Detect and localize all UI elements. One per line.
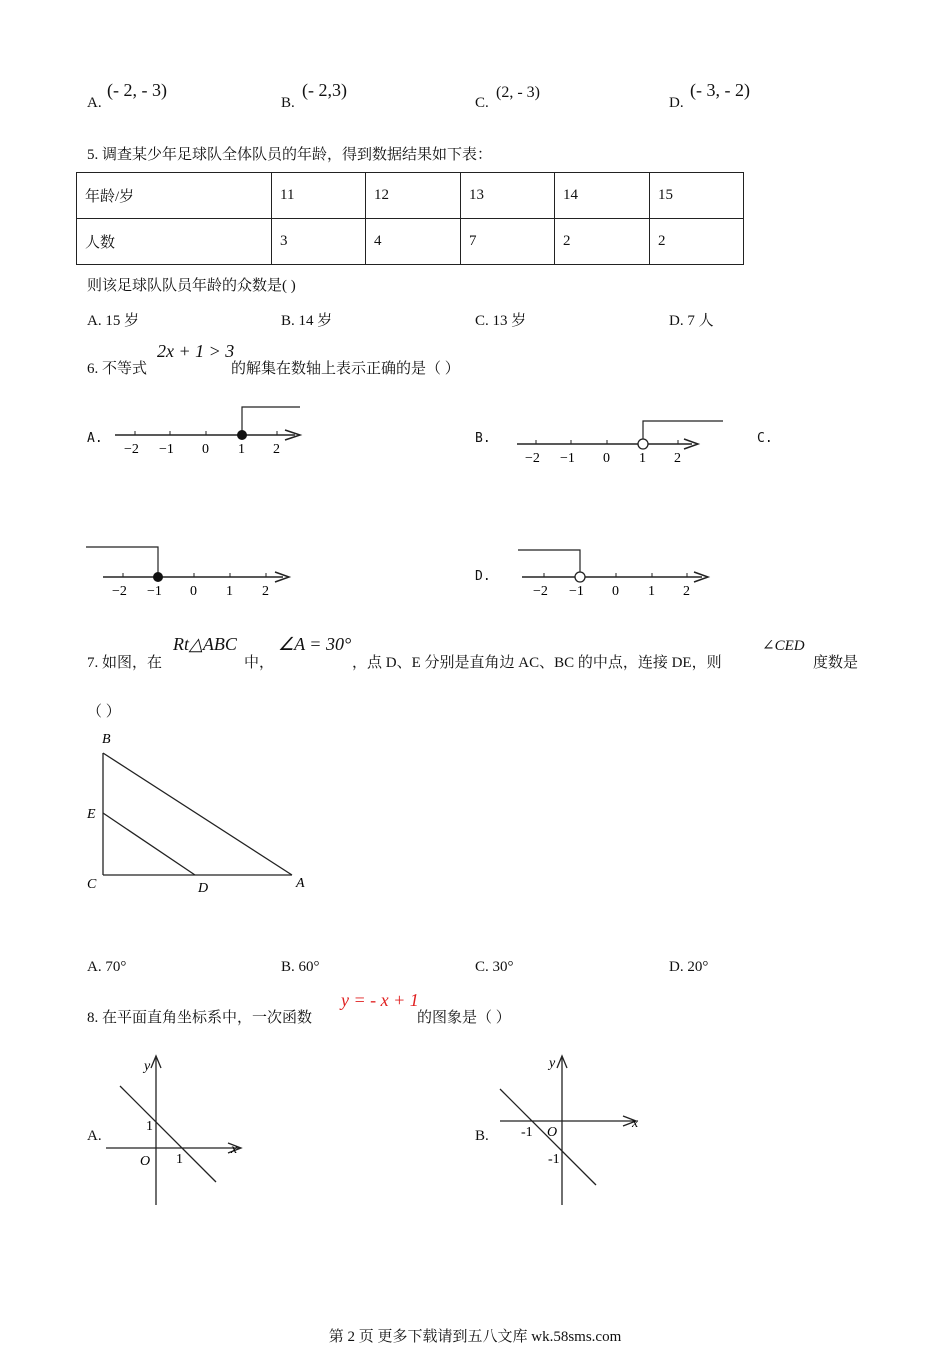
x-axis-label: x: [632, 1116, 639, 1131]
q7-option-b: B. 60°: [281, 959, 320, 975]
q5-option-c: C. 13 岁: [475, 313, 527, 329]
y-axis-label: y: [549, 1056, 556, 1071]
tick-label: 1: [648, 584, 655, 599]
triangle-figure: [82, 725, 312, 900]
q4-option-c-value: (2, - 3): [496, 84, 540, 101]
q7-end: 度数是: [813, 655, 859, 671]
tick-label: −2: [124, 442, 139, 457]
q8-stem-before: 8. 在平面直角坐标系中，一次函数: [87, 1010, 313, 1026]
y-intercept-label: 1: [146, 1119, 153, 1134]
tick-label: 0: [603, 451, 610, 466]
q5-option-d: D. 7 人: [669, 313, 714, 329]
table-cell: 人数: [77, 219, 272, 265]
q5-option-a: A. 15 岁: [87, 313, 140, 329]
table-cell: 13: [461, 173, 555, 219]
vertex-a-label: A: [296, 876, 305, 891]
table-row: [77, 219, 744, 265]
tick-label: −1: [560, 451, 575, 466]
origin-label: O: [140, 1154, 151, 1169]
age-table: [76, 172, 744, 265]
q6-label-d: D.: [475, 569, 491, 584]
q6-formula: 2x + 1 > 3: [157, 341, 235, 361]
vertex-b-label: B: [102, 732, 111, 747]
x-axis-label: x: [231, 1142, 238, 1157]
vertex-e-label: E: [87, 807, 96, 822]
q7-option-a: A. 70°: [87, 959, 127, 975]
x-intercept-label: 1: [176, 1152, 183, 1167]
table-cell: 2: [555, 219, 650, 265]
y-intercept-label: -1: [548, 1152, 560, 1167]
table-cell: 3: [272, 219, 366, 265]
number-line-b: [512, 412, 727, 472]
q8-label-b: B.: [475, 1128, 489, 1144]
q4-option-b-value: (- 2,3): [302, 80, 347, 100]
q7-rt-abc: Rt△ABC: [173, 634, 237, 654]
q6-stem-after: 的解集在数轴上表示正确的是（ ）: [231, 361, 460, 377]
table-cell: 11: [272, 173, 366, 219]
tick-label: −2: [525, 451, 540, 466]
q4-option-a: [87, 95, 102, 112]
page-footer: 第 2 页 更多下载请到五八文库 wk.58sms.com: [328, 1329, 622, 1345]
table-cell: 7: [461, 219, 555, 265]
q8-stem-after: 的图象是（ ）: [417, 1010, 511, 1026]
origin-label: O: [547, 1125, 558, 1140]
q4-option-d-value: (- 3, - 2): [690, 80, 750, 100]
tick-label: 1: [639, 451, 646, 466]
q7-angle-a: ∠A = 30°: [278, 634, 352, 654]
number-line-a: [110, 400, 310, 460]
table-cell: 15: [650, 173, 744, 219]
tick-label: 1: [238, 442, 245, 457]
q5-option-b: B. 14 岁: [281, 313, 333, 329]
q5-question: 则该足球队队员年龄的众数是( ): [87, 278, 296, 294]
q4-option-a-value: (- 2, - 3): [107, 80, 167, 100]
q6-label-c: C.: [757, 431, 773, 446]
q6-label-b: B.: [475, 431, 491, 446]
y-axis-label: y: [144, 1059, 151, 1074]
tick-label: 2: [683, 584, 690, 599]
q8-formula: y = - x + 1: [341, 990, 419, 1010]
q6-label-a: A.: [87, 431, 103, 446]
option-label: A.: [87, 95, 102, 111]
tick-label: 0: [190, 584, 197, 599]
tick-label: 0: [612, 584, 619, 599]
number-line-c: [85, 540, 300, 602]
tick-label: −1: [147, 584, 162, 599]
table-cell: 12: [366, 173, 461, 219]
q7-option-c: C. 30°: [475, 959, 514, 975]
graph-a: [100, 1050, 260, 1215]
table-cell: 年龄/岁: [77, 173, 272, 219]
graph-b: [490, 1050, 650, 1215]
q7-paren: （ ）: [87, 704, 121, 720]
q7-mid1: 中，: [244, 655, 275, 671]
q7-mid2: ，点 D、E 分别是直角边 AC、BC 的中点，连接 DE，则: [352, 655, 722, 671]
q4-option-b: B.: [281, 95, 295, 111]
vertex-c-label: C: [87, 877, 97, 892]
tick-label: 0: [202, 442, 209, 457]
q7-stem-start: 7. 如图，在: [87, 655, 163, 671]
q5-stem: 5. 调查某少年足球队全体队员的年龄，得到数据结果如下表：: [87, 147, 493, 163]
tick-label: −2: [533, 584, 548, 599]
tick-label: −2: [112, 584, 127, 599]
tick-label: 1: [226, 584, 233, 599]
q4-option-d: D.: [669, 95, 684, 111]
vertex-d-label: D: [198, 881, 209, 896]
q4-option-c: C.: [475, 95, 489, 111]
table-cell: 14: [555, 173, 650, 219]
q8-label-a: A.: [87, 1128, 102, 1144]
x-intercept-label: -1: [521, 1125, 533, 1140]
number-line-d: [512, 540, 727, 602]
table-row: [77, 173, 744, 219]
tick-label: 2: [273, 442, 280, 457]
tick-label: 2: [674, 451, 681, 466]
table-cell: 2: [650, 219, 744, 265]
tick-label: −1: [569, 584, 584, 599]
tick-label: 2: [262, 584, 269, 599]
tick-label: −1: [159, 442, 174, 457]
table-cell: 4: [366, 219, 461, 265]
q7-angle-ced: ∠CED: [762, 638, 805, 654]
q6-stem-before: 6. 不等式: [87, 361, 148, 377]
q7-option-d: D. 20°: [669, 959, 709, 975]
